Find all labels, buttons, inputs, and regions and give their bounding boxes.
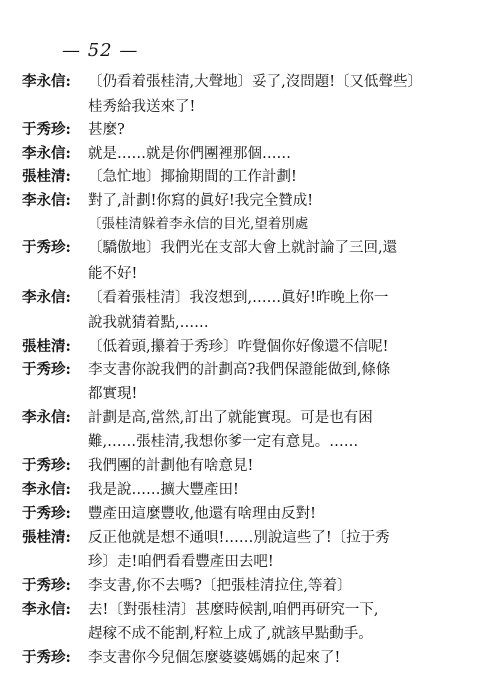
speaker-name: 李永信:: [22, 192, 71, 209]
dialogue-text: 〔看着張桂清〕我沒想到,……眞好!昨晚上你一: [88, 290, 389, 306]
speaker-name: 于秀珍:: [22, 121, 71, 138]
dialogue-text: 李支書你今兒個怎麼婆婆媽媽的起來了!: [88, 650, 341, 666]
script-line: [0, 526, 504, 550]
speaker-name: 于秀珍:: [22, 239, 71, 256]
dialogue-text: 對了,計劃!你寫的眞好!我完全贊成!: [88, 193, 314, 209]
script-line: [0, 212, 504, 236]
dialogue-continuation: 難,……張桂清,我想你爹一定有意見。……: [88, 434, 359, 450]
dialogue-continuation: 說我就猜着點,……: [88, 315, 209, 331]
script-line: [0, 95, 504, 119]
dialogue-text: 計劃是高,當然,訂出了就能實現。可是也有困: [88, 410, 373, 426]
script-line: [0, 236, 504, 260]
dialogue-continuation: 能不好!: [88, 266, 138, 282]
speaker-name: 李永信:: [22, 601, 71, 618]
script-line: [0, 189, 504, 213]
page-number: — 52 —: [62, 40, 139, 61]
dialogue-text: 我們團的計劃他有啥意見!: [88, 458, 254, 474]
speaker-name: 李永信:: [22, 409, 71, 426]
script-line: [0, 118, 504, 142]
speaker-name: 于秀珍:: [22, 505, 71, 522]
script-line: [0, 646, 504, 670]
script-line: [0, 70, 504, 94]
script-line: [0, 454, 504, 478]
dialogue-continuation: 珍〕走!咱們看看豐產田去吧!: [88, 554, 274, 570]
dialogue-text: 李支書你說我們的計劃高?我們保證能做到,條條: [88, 362, 391, 378]
speaker-name: 于秀珍:: [22, 649, 71, 666]
script-line: [0, 165, 504, 189]
dialogue-text: 〔低着頭,攥着于秀珍〕咋覺個你好像還不信呢!: [88, 339, 389, 355]
dialogue-text: 反正他就是想不通唄!……別說這些了!〔拉于秀: [88, 530, 390, 546]
dialogue-continuation: 都實現!: [88, 386, 138, 402]
speaker-name: 李永信:: [22, 289, 71, 306]
dialogue-text: 〔急忙地〕揶揄期間的工作計劃!: [88, 169, 297, 185]
script-line: [0, 358, 504, 382]
script-line: [0, 286, 504, 310]
script-line: [0, 142, 504, 166]
script-line: [0, 382, 504, 406]
dialogue-text: 〔仍看着張桂清,大聲地〕妥了,沒問題!〔又低聲些〕: [88, 74, 423, 90]
script-line: [0, 550, 504, 574]
script-line: [0, 335, 504, 359]
speaker-name: 張桂清:: [22, 529, 71, 546]
script-line: [0, 262, 504, 286]
script-line: [0, 598, 504, 622]
script-line: [0, 430, 504, 454]
dialogue-text: 去!〔對張桂清〕甚麼時候割,咱們再研究一下,: [88, 602, 379, 618]
dialogue-text: 李支書,你不去嗎?〔把張桂清拉住,等着〕: [88, 578, 352, 594]
script-line: [0, 502, 504, 526]
script-line: [0, 622, 504, 646]
script-line: [0, 574, 504, 598]
dialogue-text: 就是……就是你們團裡那個……: [88, 146, 291, 162]
speaker-name: 于秀珍:: [22, 457, 71, 474]
speaker-name: 張桂清:: [22, 338, 71, 355]
speaker-name: 李永信:: [22, 145, 71, 162]
dialogue-continuation: 趕稼不成不能割,籽粒上成了,就該早點動手。: [88, 626, 373, 642]
dialogue-continuation: 桂秀給我送來了!: [88, 99, 196, 115]
dialogue-text: 我是說……擴大豐產田!: [88, 482, 239, 498]
speaker-name: 張桂清:: [22, 168, 71, 185]
dialogue-text: 甚麼?: [88, 122, 125, 138]
stage-direction: 〔張桂清躲着李永信的目光,望着別處: [88, 216, 309, 232]
speaker-name: 李永信:: [22, 73, 71, 90]
dialogue-text: 〔驕傲地〕我們光在支部大會上就討論了三回,還: [88, 240, 398, 256]
speaker-name: 李永信:: [22, 481, 71, 498]
script-line: [0, 406, 504, 430]
dialogue-text: 豐產田這麼豐收,他還有啥理由反對!: [88, 506, 316, 522]
script-line: [0, 478, 504, 502]
speaker-name: 于秀珍:: [22, 361, 71, 378]
script-line: [0, 311, 504, 335]
speaker-name: 于秀珍:: [22, 577, 71, 594]
